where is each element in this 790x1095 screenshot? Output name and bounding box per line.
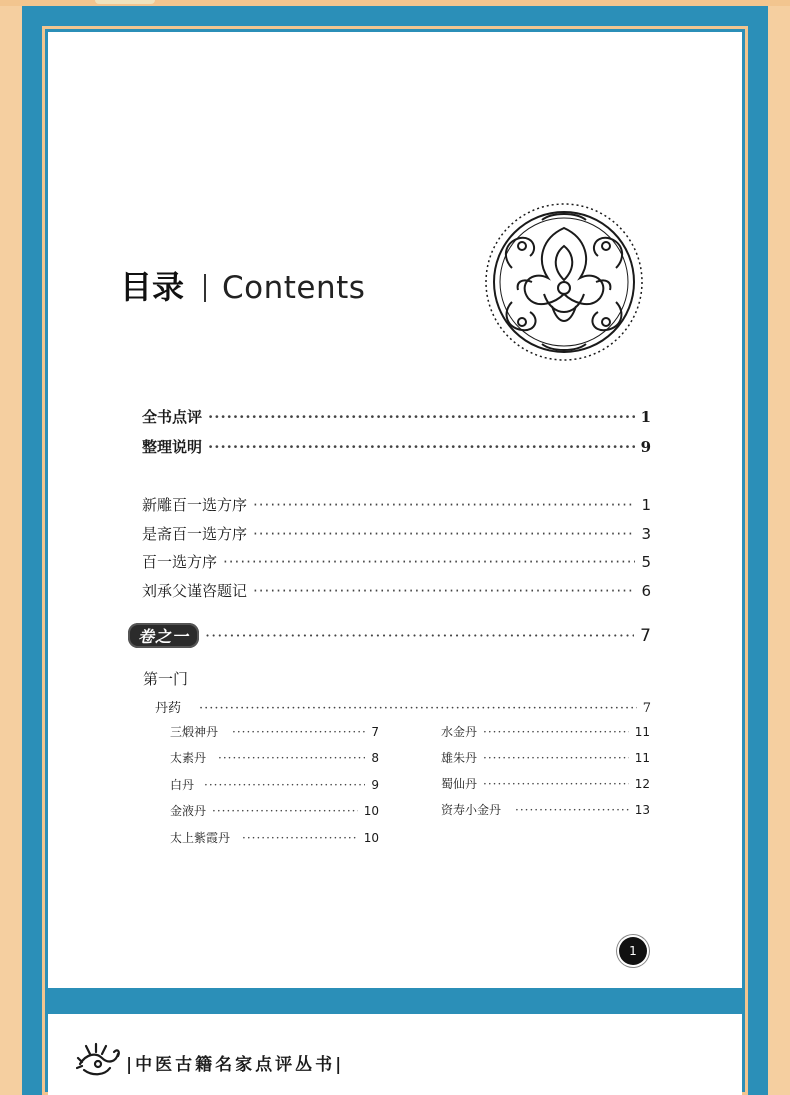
- toc-page: 8: [371, 751, 379, 765]
- toc-label: 整理说明: [142, 438, 203, 456]
- top-tab: [95, 0, 155, 4]
- toc-label: 太素丹: [170, 751, 207, 765]
- toc-page: 7: [640, 625, 651, 646]
- floral-medallion-icon: [482, 198, 646, 366]
- toc-entry[interactable]: [142, 580, 651, 601]
- toc-label: 蜀仙丹: [441, 777, 478, 791]
- toc-label: 雄朱丹: [441, 751, 478, 765]
- toc-page: 6: [641, 582, 651, 600]
- toc-entry[interactable]: [142, 523, 651, 544]
- leader-dots: [483, 751, 629, 765]
- leader-dots: [204, 778, 365, 792]
- page-number-badge: 1: [619, 937, 647, 965]
- leader-dots: [232, 725, 365, 739]
- toc-page: 9: [371, 778, 379, 792]
- title-en: Contents: [222, 270, 366, 306]
- leader-dots: [218, 751, 365, 765]
- toc-label: 刘承父谨咨题记: [142, 582, 248, 600]
- leader-dots: [205, 626, 634, 645]
- toc-page: 1: [641, 496, 651, 514]
- toc-page: 3: [641, 525, 651, 543]
- leader-dots: [212, 804, 358, 818]
- toc-label: 丹药: [155, 701, 182, 716]
- toc-item[interactable]: [170, 829, 379, 846]
- volume-badge: 卷之一: [128, 623, 199, 648]
- page-title: [120, 262, 365, 308]
- toc-label: 全书点评: [142, 408, 203, 426]
- toc-page: 7: [371, 725, 379, 739]
- toc-page: 11: [634, 751, 650, 765]
- toc-label: 太上紫霞丹: [170, 831, 231, 845]
- dragon-logo-icon: [76, 1040, 122, 1080]
- toc-item[interactable]: [170, 749, 379, 766]
- toc-entry[interactable]: [142, 494, 651, 515]
- toc-page: 10: [363, 831, 379, 845]
- toc-item[interactable]: [441, 723, 650, 740]
- toc-page: 12: [634, 777, 650, 791]
- toc-label: 白丹: [170, 778, 195, 792]
- toc-entry[interactable]: [142, 406, 651, 427]
- toc-label: 第一门: [143, 670, 189, 688]
- leader-dots: [515, 803, 629, 817]
- toc-item[interactable]: [441, 775, 650, 792]
- toc-item[interactable]: [441, 801, 650, 818]
- toc-page: 1: [640, 408, 651, 426]
- toc-volume[interactable]: [128, 623, 651, 648]
- toc-label: 是斋百一选方序: [142, 525, 248, 543]
- toc-label: 金液丹: [170, 804, 207, 818]
- footer: [48, 1014, 742, 1095]
- toc-item[interactable]: [170, 723, 379, 740]
- toc-entry[interactable]: [142, 436, 651, 457]
- leader-dots: [242, 831, 358, 845]
- toc-label: 资寿小金丹: [441, 803, 502, 817]
- toc-label: 新雕百一选方序: [142, 496, 248, 514]
- toc-section[interactable]: [143, 668, 188, 689]
- leader-dots: [253, 496, 635, 514]
- toc-page: 9: [640, 438, 651, 456]
- title-cn: 目录: [120, 268, 185, 306]
- leader-dots: [208, 408, 635, 426]
- toc-page: 13: [634, 803, 650, 817]
- leader-dots: [253, 582, 635, 600]
- footer-band: [48, 988, 742, 1014]
- toc-page: 10: [363, 804, 379, 818]
- leader-dots: [199, 701, 637, 716]
- leader-dots: [253, 525, 635, 543]
- toc-subsection[interactable]: [155, 697, 651, 716]
- toc-label: 百一选方序: [142, 553, 218, 571]
- toc-label: 三煅神丹: [170, 725, 219, 739]
- series-title: |中医古籍名家点评丛书|: [126, 1055, 345, 1075]
- toc-item[interactable]: [441, 749, 650, 766]
- toc-page: 11: [634, 725, 650, 739]
- toc-page: 5: [641, 553, 651, 571]
- title-divider: [204, 274, 206, 302]
- toc-page: 7: [642, 701, 651, 716]
- toc-label: 水金丹: [441, 725, 478, 739]
- leader-dots: [223, 553, 635, 571]
- leader-dots: [208, 438, 635, 456]
- toc-item[interactable]: [170, 802, 379, 819]
- leader-dots: [483, 777, 629, 791]
- toc-item[interactable]: [170, 776, 379, 793]
- toc-entry[interactable]: [142, 551, 651, 572]
- leader-dots: [483, 725, 629, 739]
